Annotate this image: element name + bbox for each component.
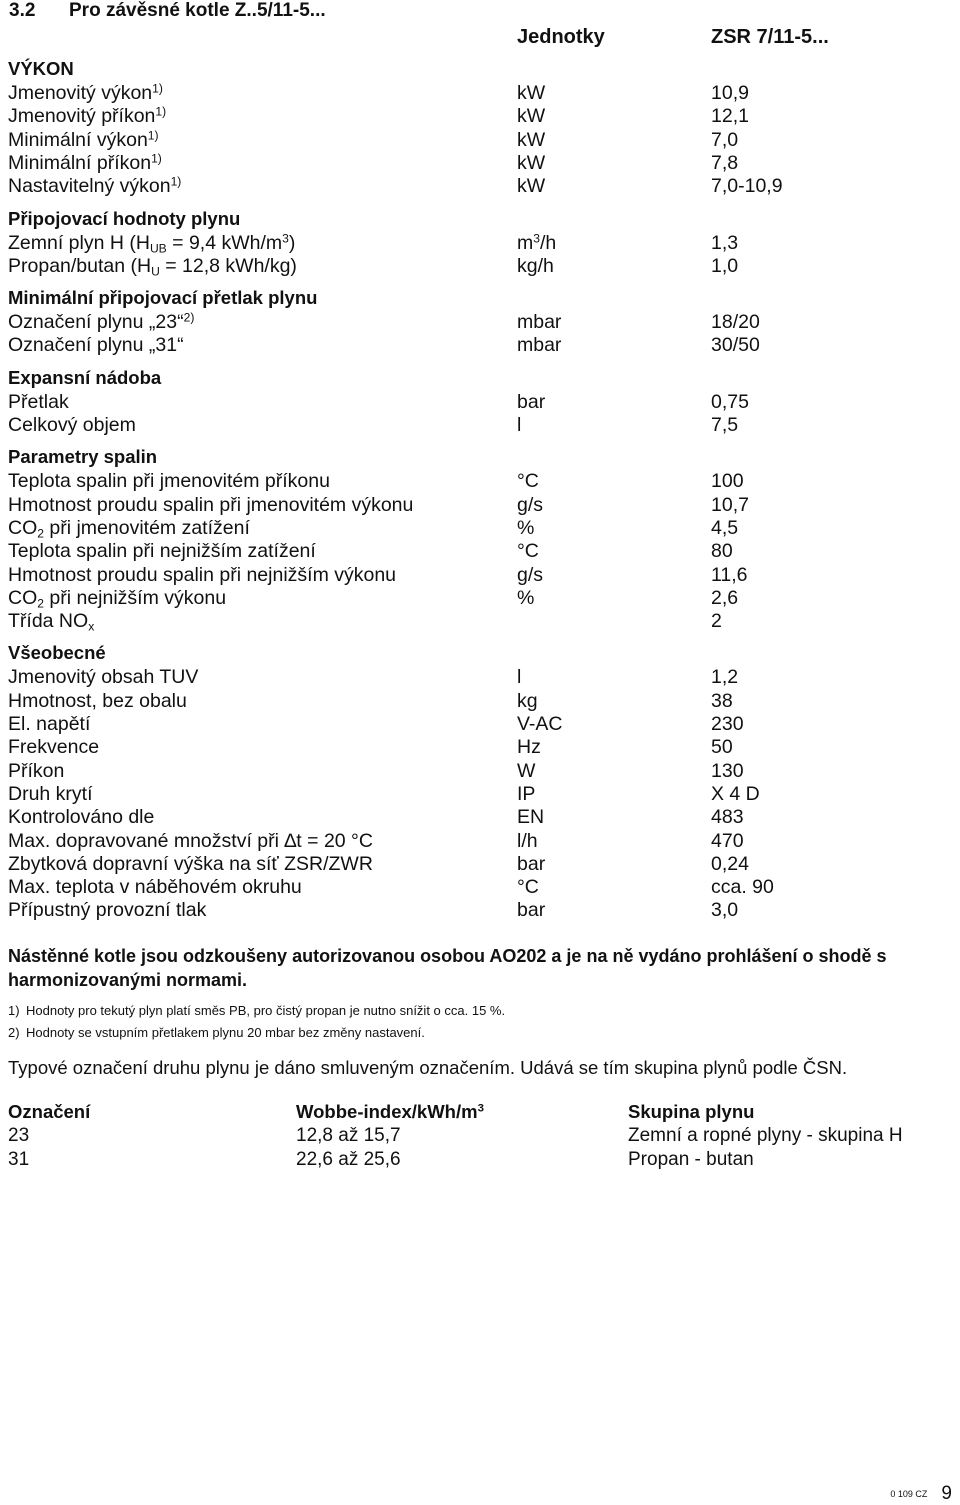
unit-cell: IP: [517, 782, 536, 805]
unit-cell: g/s: [517, 493, 544, 516]
unit-cell: kW: [517, 105, 546, 128]
table-row: [8, 151, 948, 175]
parameter-label: Teplota spalin při nejnižším zatížení: [8, 540, 316, 563]
table-row: [8, 735, 948, 759]
unit-cell: %: [517, 516, 535, 539]
unit-cell: g/s: [517, 563, 544, 586]
group-cell: Propan - butan: [628, 1149, 754, 1170]
table-row: [8, 128, 948, 152]
parameter-label: $CO_2$ při nejnižším výkonu: [8, 586, 227, 611]
unit-cell: kg/h: [517, 254, 554, 277]
value-cell: 10,9: [711, 82, 749, 104]
section-heading: Parametry spalin: [8, 446, 158, 468]
table-row: [8, 1124, 948, 1148]
section-title: Pro závěsné kotle Z..5/11-5...: [69, 0, 326, 21]
value-cell: 2: [711, 610, 722, 633]
unit-cell: kW: [517, 82, 546, 104]
conformity-notice: Nástěnné kotle jsou odzkoušeny autorizovanou osobou AO202 a je na ně vydáno prohlášení o shodě s harmonizovanými normami.: [8, 946, 887, 990]
value-cell: 130: [711, 759, 744, 782]
footnote-2: [8, 1025, 425, 1040]
unit-cell: l: [517, 666, 522, 689]
parameter-label: Propan/butan ($H_U = 12,8$ kWh/kg): [8, 254, 297, 279]
unit-cell: kW: [517, 151, 546, 174]
parameter-label: Max. dopravované množství při ∆t = 20 °C: [8, 829, 373, 852]
value-cell: 11,6: [711, 563, 748, 586]
unit-cell: °C: [517, 876, 539, 899]
header-gas-group: Skupina plynu: [628, 1101, 755, 1122]
footnote-number: 2): [8, 1025, 20, 1040]
header-designation: Označení: [8, 1101, 91, 1122]
wobbe-cell: 22,6 až 25,6: [296, 1149, 401, 1170]
unit-cell: Hz: [517, 736, 541, 759]
parameter-label: Kontrolováno dle: [8, 806, 155, 829]
gas-table-header: [8, 1100, 948, 1124]
parameter-label: El. napětí: [8, 713, 91, 735]
unit-cell: °C: [517, 540, 539, 563]
value-cell: 0,24: [711, 852, 749, 875]
value-cell: 3,0: [711, 899, 739, 922]
unit-cell: kg: [517, 689, 538, 712]
unit-cell: EN: [517, 806, 545, 829]
parameter-label: Označení plynu „23“$^{2)}$: [8, 310, 195, 334]
value-cell: 1,2: [711, 666, 739, 689]
parameter-label: Jmenovitý příkon$^{1)}$: [8, 104, 167, 128]
unit-cell: bar: [517, 390, 546, 413]
parameter-label: Přetlak: [8, 390, 69, 413]
table-row: [8, 493, 948, 517]
unit-cell: mbar: [517, 334, 562, 357]
unit-cell: W: [517, 759, 536, 782]
table-row: [8, 586, 948, 610]
table-row: [8, 782, 948, 806]
value-cell: 470: [711, 829, 744, 852]
unit-cell: bar: [517, 852, 546, 875]
unit-column-header: Jednotky: [517, 26, 605, 48]
value-cell: 2,6: [711, 586, 739, 609]
value-cell: 7,5: [711, 414, 739, 436]
value-cell: 10,7: [711, 493, 749, 516]
section-heading: Minimální připojovací přetlak plynu: [8, 287, 318, 309]
parameter-label: Nastavitelný výkon$^{1)}$: [8, 174, 182, 198]
footnote-number: 1): [8, 1003, 20, 1018]
table-row: [8, 174, 948, 198]
table-row: [8, 333, 948, 357]
section-heading: Expansní nádoba: [8, 366, 162, 388]
value-cell: 80: [711, 540, 733, 563]
table-row: [8, 469, 948, 493]
value-cell: 1,0: [711, 254, 739, 277]
table-row: [8, 898, 948, 922]
table-row: [8, 310, 948, 334]
value-cell: 12,1: [711, 105, 749, 128]
header-wobbe: Wobbe-$index/kWh/m^3$: [296, 1101, 484, 1122]
parameter-label: Přípustný provozní tlak: [8, 899, 207, 922]
value-cell: 7,8: [711, 151, 739, 174]
parameter-label: Minimální příkon$^{1)}$: [8, 151, 162, 174]
unit-cell: %: [517, 586, 535, 609]
section-heading: Připojovací hodnoty plynu: [8, 207, 241, 229]
page-title: [9, 0, 326, 22]
value-cell: X 4 D: [711, 782, 760, 805]
designation-cell: 31: [8, 1149, 30, 1170]
page-number: 9: [941, 1483, 952, 1504]
table-row: [8, 875, 948, 899]
parameter-label: Příkon: [8, 759, 65, 782]
parameter-label: Jmenovitý výkon$^{1)}$: [8, 81, 163, 104]
parameter-label: Jmenovitý obsah TUV: [8, 666, 199, 689]
value-cell: 0,75: [711, 390, 749, 413]
footnote-1: [8, 1003, 505, 1018]
document-code: 0 109 CZ: [890, 1489, 928, 1499]
wobbe-cell: 12,8 až 15,7: [296, 1125, 401, 1146]
unit-cell: bar: [517, 899, 546, 922]
parameter-label: Třída $NO_x$: [8, 610, 95, 634]
parameter-label: Hmotnost, bez obalu: [8, 689, 187, 712]
value-cell: 1,3: [711, 231, 739, 254]
parameter-label: Hmotnost proudu spalin při nejnižším výkonu: [8, 563, 397, 586]
designation-cell: 23: [8, 1125, 30, 1146]
value-cell: 7,0-10,9: [711, 175, 783, 198]
parameter-label: Frekvence: [8, 736, 100, 759]
value-cell: 100: [711, 470, 744, 493]
table-row: [8, 563, 948, 587]
parameter-label: Označení plynu „31“: [8, 334, 184, 357]
table-row: [8, 665, 948, 689]
table-row: [8, 390, 948, 414]
table-row: [8, 852, 948, 876]
parameter-label: Hmotnost proudu spalin při jmenovitém výkonu: [8, 493, 414, 516]
value-cell: 7,0: [711, 128, 739, 151]
table-row: [8, 689, 948, 713]
parameter-label: Zemní plyn H ($H_{UB} = 9,4$ kWh/$m^3$): [8, 230, 296, 256]
value-cell: 50: [711, 736, 733, 759]
table-row: [8, 104, 948, 128]
gas-type-note: Typové označení druhu plynu je dáno smluveným označením. Udává se tím skupina plynů podle ČSN.: [8, 1057, 848, 1078]
parameter-label: Zbytková dopravní výška na síť ZSR/ZWR: [8, 852, 373, 875]
table-row: [8, 254, 948, 278]
parameter-label: Minimální výkon$^{1)}$: [8, 127, 159, 151]
value-cell: 18/20: [711, 311, 760, 334]
unit-cell: $m^3/h$: [517, 230, 557, 254]
footnote-text: Hodnoty se vstupním přetlakem plynu 20 mbar bez změny nastavení.: [26, 1025, 425, 1040]
parameter-label: $CO_2$ při jmenovitém zatížení: [8, 516, 250, 541]
table-row: [8, 829, 948, 853]
value-cell: 38: [711, 689, 733, 712]
parameter-label: Teplota spalin při jmenovitém příkonu: [8, 470, 330, 493]
section-heading: Všeobecné: [8, 642, 106, 664]
value-cell: cca. 90: [711, 876, 774, 899]
value-cell: 4,5: [711, 516, 739, 539]
table-row: [8, 712, 948, 736]
section-number: 3.2: [9, 0, 36, 21]
parameter-label: Max. teplota v náběhovém okruhu: [8, 876, 302, 899]
unit-cell: kW: [517, 175, 546, 198]
value-cell: 230: [711, 713, 744, 735]
table-row: [8, 81, 948, 105]
footnote-text: Hodnoty pro tekutý plyn platí směs PB, pro čistý propan je nutno snížit o cca. 15 %.: [26, 1003, 506, 1018]
model-column-header: ZSR 7/11-5...: [711, 26, 829, 48]
unit-cell: kW: [517, 128, 546, 151]
value-cell: 483: [711, 806, 744, 829]
group-cell: Zemní a ropné plyny - skupina H: [628, 1125, 903, 1146]
unit-cell: V-AC: [517, 713, 563, 735]
table-row: [8, 759, 948, 783]
table-row: [8, 231, 948, 255]
table-row: [8, 1148, 948, 1172]
table-row: [8, 539, 948, 563]
parameter-label: Druh krytí: [8, 782, 93, 805]
unit-cell: °C: [517, 470, 539, 493]
value-cell: 30/50: [711, 334, 760, 357]
table-row: [8, 609, 948, 633]
table-row: [8, 413, 948, 437]
unit-cell: l: [517, 414, 522, 436]
parameter-label: Celkový objem: [8, 414, 136, 436]
section-heading: VÝKON: [8, 58, 74, 79]
table-row: [8, 516, 948, 540]
unit-cell: mbar: [517, 311, 562, 334]
unit-cell: l/h: [517, 829, 538, 852]
table-row: [8, 805, 948, 829]
